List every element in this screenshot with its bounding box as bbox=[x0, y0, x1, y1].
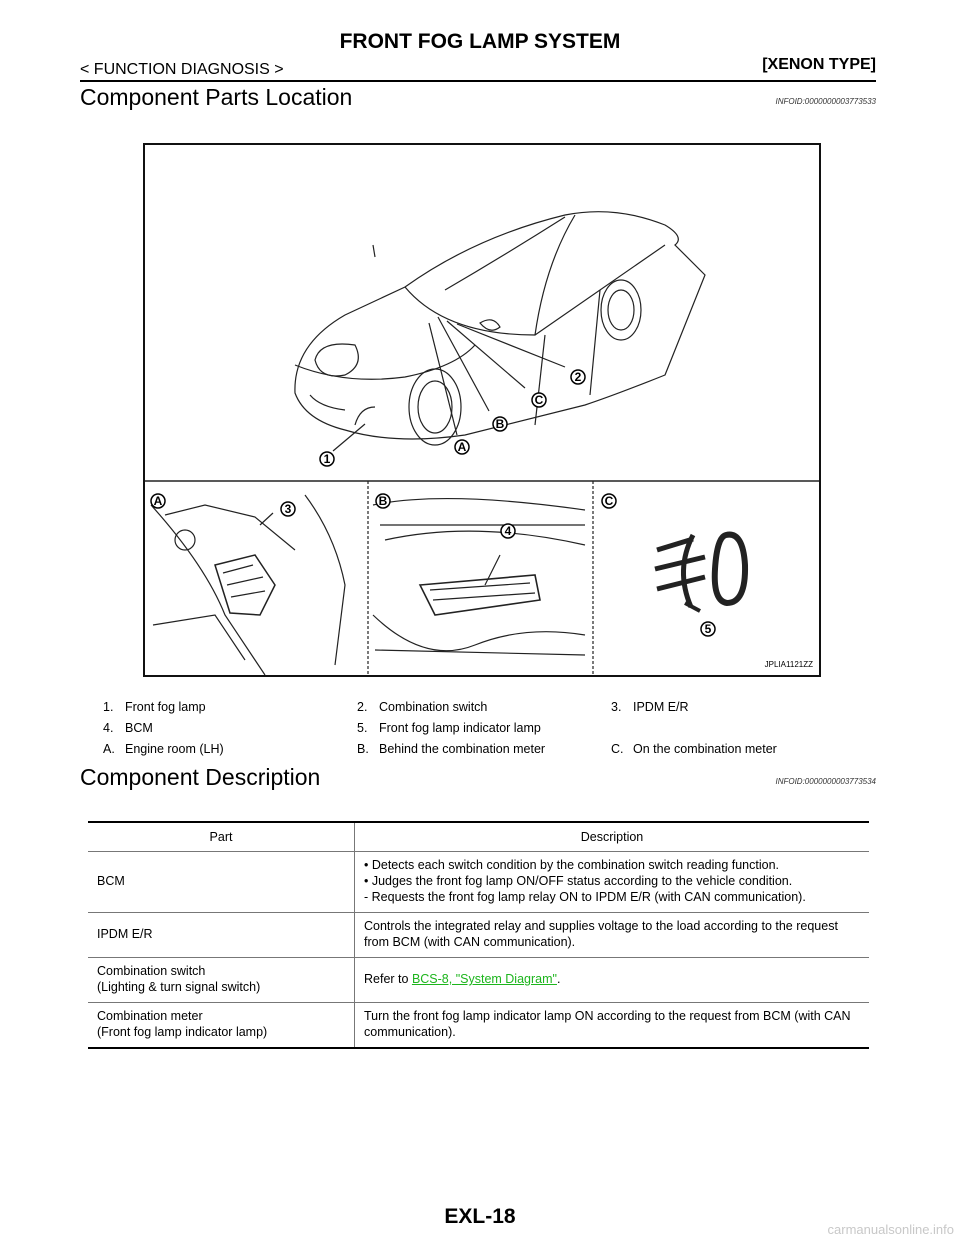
legend-row bbox=[103, 717, 823, 738]
section-heading-parts-location: Component Parts Location bbox=[80, 84, 353, 110]
panel-b-label: B bbox=[378, 494, 388, 508]
component-location-figure bbox=[143, 143, 821, 677]
legend-item bbox=[357, 742, 611, 756]
legend-key: B. bbox=[357, 741, 369, 756]
part-name: BCM bbox=[97, 874, 125, 888]
callout-b-label: B bbox=[495, 417, 505, 431]
legend-item bbox=[357, 700, 611, 714]
legend-key: A. bbox=[103, 741, 115, 756]
description-text: Controls the integrated relay and supplies voltage to the load according to the request from BCM (with CAN communication). bbox=[364, 919, 838, 949]
table-row bbox=[88, 1003, 869, 1049]
legend-item bbox=[611, 742, 823, 756]
part-name: Combination meter bbox=[97, 1009, 203, 1023]
part-cell bbox=[88, 852, 355, 913]
legend-text: BCM bbox=[125, 720, 153, 735]
legend-text: IPDM E/R bbox=[633, 699, 689, 714]
legend-item bbox=[103, 721, 357, 735]
legend-item bbox=[611, 700, 823, 714]
legend-text: Engine room (LH) bbox=[125, 741, 224, 756]
table-row bbox=[88, 958, 869, 1003]
info-id: INFOID:0000000003773534 bbox=[775, 777, 876, 786]
callout-2 bbox=[571, 370, 585, 384]
legend-key: 3. bbox=[611, 699, 622, 714]
bcs-8-system-diagram-link[interactable]: BCS-8, "System Diagram" bbox=[411, 972, 557, 986]
description-line: • Judges the front fog lamp ON/OFF status according to the vehicle condition. bbox=[364, 874, 793, 888]
part-name: IPDM E/R bbox=[97, 927, 153, 941]
header-rule bbox=[80, 80, 876, 82]
legend-row bbox=[103, 738, 823, 759]
panel-label-a bbox=[151, 494, 165, 508]
panel-label-b bbox=[376, 494, 390, 508]
legend-key: 2. bbox=[357, 699, 368, 714]
part-cell bbox=[88, 958, 355, 1003]
callout-5-label: 5 bbox=[704, 622, 712, 636]
callout-1-label: 1 bbox=[323, 452, 331, 466]
component-description-table bbox=[88, 821, 869, 1049]
callout-a bbox=[455, 440, 469, 454]
panel-a-label: A bbox=[153, 494, 163, 508]
column-header-description: Description bbox=[355, 822, 870, 852]
callout-3 bbox=[281, 502, 295, 516]
callout-5 bbox=[701, 622, 715, 636]
description-cell bbox=[355, 852, 870, 913]
description-cell bbox=[355, 1003, 870, 1049]
legend-key: 5. bbox=[357, 720, 368, 735]
info-id: INFOID:0000000003773533 bbox=[775, 97, 876, 106]
panel-label-c bbox=[602, 494, 616, 508]
legend-text: Front fog lamp bbox=[125, 699, 206, 714]
callout-3-label: 3 bbox=[284, 502, 292, 516]
legend-text: Combination switch bbox=[379, 699, 488, 714]
legend-key: 1. bbox=[103, 699, 114, 714]
legend-item bbox=[103, 700, 357, 714]
callout-b bbox=[493, 417, 507, 431]
figure-code: JPLIA1121ZZ bbox=[764, 660, 813, 669]
part-cell bbox=[88, 913, 355, 958]
description-line: • Detects each switch condition by the combination switch reading function. bbox=[364, 858, 780, 872]
callout-c bbox=[532, 393, 546, 407]
document-title: FRONT FOG LAMP SYSTEM bbox=[339, 30, 621, 53]
legend-row bbox=[103, 696, 823, 717]
part-subname: (Lighting & turn signal switch) bbox=[97, 980, 261, 994]
table-row bbox=[88, 852, 869, 913]
description-cell bbox=[355, 958, 870, 1003]
figure-illustration bbox=[145, 145, 819, 675]
table-header-row bbox=[88, 822, 869, 852]
part-cell bbox=[88, 1003, 355, 1049]
page-number: EXL-18 bbox=[444, 1205, 516, 1228]
description-cell bbox=[355, 913, 870, 958]
breadcrumb: < FUNCTION DIAGNOSIS > bbox=[80, 61, 284, 78]
type-tag: [XENON TYPE] bbox=[762, 56, 876, 73]
legend-item bbox=[103, 742, 357, 756]
section-heading-description: Component Description bbox=[80, 764, 321, 790]
legend-key: C. bbox=[611, 741, 624, 756]
description-line: - Requests the front fog lamp relay ON to IPDM E/R (with CAN communication). bbox=[364, 890, 806, 904]
table-row bbox=[88, 913, 869, 958]
figure-legend bbox=[103, 696, 823, 759]
watermark: carmanualsonline.info bbox=[827, 1222, 954, 1237]
legend-text: Behind the combination meter bbox=[379, 741, 546, 756]
description-prefix: Refer to bbox=[364, 972, 412, 986]
description-text: Turn the front fog lamp indicator lamp ON according to the request from BCM (with CAN communication). bbox=[364, 1009, 851, 1039]
description-suffix: . bbox=[556, 972, 561, 986]
column-header-part: Part bbox=[88, 822, 355, 852]
legend-text: On the combination meter bbox=[633, 741, 777, 756]
panel-c-label: C bbox=[604, 494, 614, 508]
callout-2-label: 2 bbox=[574, 370, 582, 384]
legend-text: Front fog lamp indicator lamp bbox=[379, 720, 541, 735]
callout-a-label: A bbox=[457, 440, 467, 454]
callout-4 bbox=[501, 524, 515, 538]
part-name: Combination switch bbox=[97, 964, 206, 978]
legend-item bbox=[357, 721, 611, 735]
callout-c-label: C bbox=[534, 393, 544, 407]
callout-1 bbox=[320, 452, 334, 466]
callout-4-label: 4 bbox=[504, 524, 512, 538]
part-subname: (Front fog lamp indicator lamp) bbox=[97, 1025, 268, 1039]
legend-key: 4. bbox=[103, 720, 114, 735]
